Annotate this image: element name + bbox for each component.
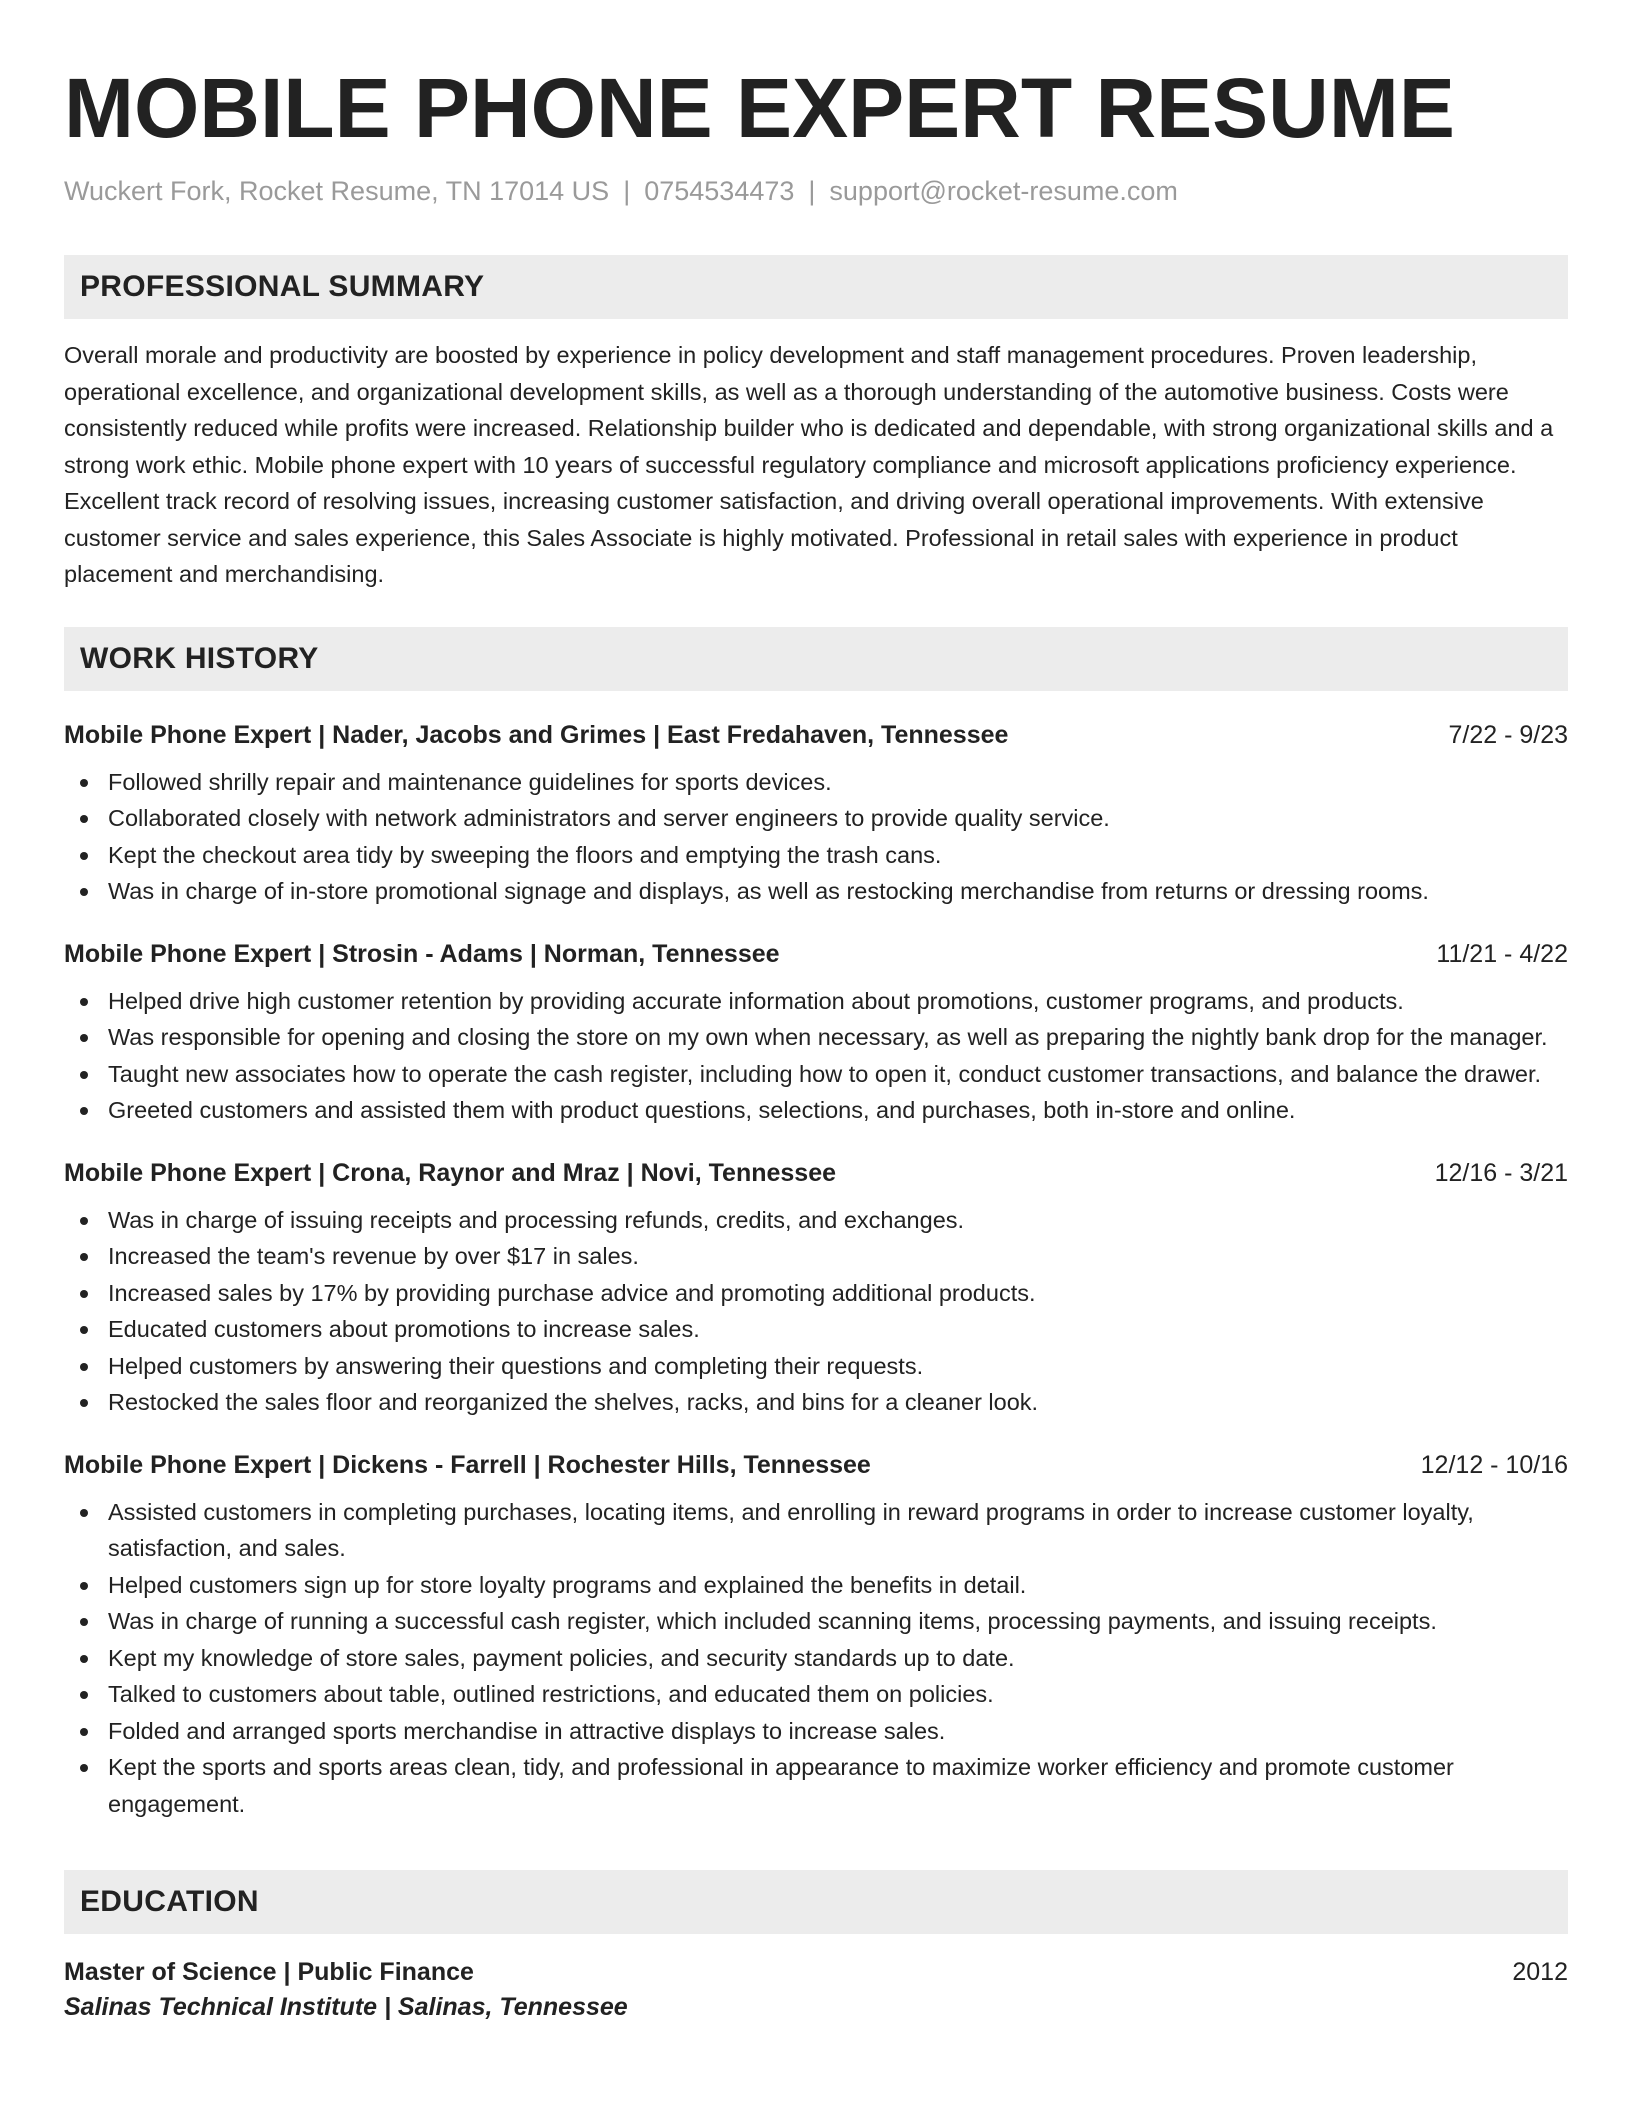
work-history-heading: WORK HISTORY [64, 627, 1568, 691]
education-heading: EDUCATION [64, 1870, 1568, 1934]
job-bullet: Was in charge of issuing receipts and processing refunds, credits, and exchanges. [64, 1202, 1568, 1239]
contact-email: support@rocket-resume.com [829, 176, 1178, 206]
job-header [64, 721, 1568, 750]
job-bullet: Assisted customers in completing purchases, locating items, and enrolling in reward programs in order to increase customer loyalty, satisfaction, and sales. [64, 1494, 1568, 1567]
contact-separator: | [623, 176, 631, 206]
job-dates: 12/16 - 3/21 [1434, 1158, 1568, 1187]
job-bullet: Increased the team's revenue by over $17 in sales. [64, 1238, 1568, 1275]
job-dates: 7/22 - 9/23 [1448, 720, 1568, 749]
job-bullet: Taught new associates how to operate the cash register, including how to open it, conduct customer transactions, and balance the drawer. [64, 1056, 1568, 1093]
job-title: Mobile Phone Expert | Nader, Jacobs and Grimes | East Fredahaven, Tennessee [64, 720, 1009, 749]
job-bullets [64, 1494, 1568, 1823]
contact-separator: | [808, 176, 816, 206]
job-entry [64, 1159, 1568, 1421]
job-bullet: Helped customers sign up for store loyalty programs and explained the benefits in detail. [64, 1567, 1568, 1604]
education-year: 2012 [1512, 1958, 1568, 1986]
job-header [64, 940, 1568, 969]
job-bullet: Helped customers by answering their questions and completing their requests. [64, 1348, 1568, 1385]
job-entry [64, 721, 1568, 910]
education-degree: Master of Science | Public Finance [64, 1958, 474, 1986]
job-bullet: Folded and arranged sports merchandise in attractive displays to increase sales. [64, 1713, 1568, 1750]
job-bullet: Collaborated closely with network administrators and server engineers to provide quality service. [64, 800, 1568, 837]
job-header [64, 1159, 1568, 1188]
job-bullet: Was in charge of running a successful cash register, which included scanning items, processing payments, and issuing receipts. [64, 1603, 1568, 1640]
work-history-section [64, 627, 1568, 1823]
job-entry [64, 1451, 1568, 1823]
job-bullet: Restocked the sales floor and reorganized the shelves, racks, and bins for a cleaner look. [64, 1384, 1568, 1421]
summary-text: Overall morale and productivity are boosted by experience in policy development and staff management procedures. Proven leadership, operational excellence, and organizational development skills, as well as a thorough understanding of the automotive business. Costs were consistently reduced while profits were increased. Relationship builder who is dedicated and dependable, with strong organizational skills and a strong work ethic. Mobile phone expert with 10 years of successful regulatory compliance and microsoft applications proficiency experience. Excellent track record of resolving issues, increasing customer satisfaction, and driving overall operational improvements. With extensive customer service and sales experience, this Sales Associate is highly motivated. Professional in retail sales with experience in product placement and merchandising. [64, 342, 1554, 587]
job-bullet: Was in charge of in-store promotional signage and displays, as well as restocking merchandise from returns or dressing rooms. [64, 873, 1568, 910]
job-bullet: Kept the sports and sports areas clean, tidy, and professional in appearance to maximize worker efficiency and promote customer engagement. [64, 1749, 1568, 1822]
job-bullets [64, 1202, 1568, 1421]
job-bullet: Helped drive high customer retention by providing accurate information about promotions, customer programs, and products. [64, 983, 1568, 1020]
education-school: Salinas Technical Institute | Salinas, Tennessee [64, 1993, 628, 2021]
job-bullet: Talked to customers about table, outlined restrictions, and educated them on policies. [64, 1676, 1568, 1713]
job-title: Mobile Phone Expert | Strosin - Adams | Norman, Tennessee [64, 939, 780, 968]
job-bullet: Increased sales by 17% by providing purchase advice and promoting additional products. [64, 1275, 1568, 1312]
job-bullet: Educated customers about promotions to increase sales. [64, 1311, 1568, 1348]
job-bullet: Greeted customers and assisted them with product questions, selections, and purchases, both in-store and online. [64, 1092, 1568, 1129]
job-bullet: Was responsible for opening and closing the store on my own when necessary, as well as preparing the nightly bank drop for the manager. [64, 1019, 1568, 1056]
job-header [64, 1451, 1568, 1480]
job-bullet: Kept the checkout area tidy by sweeping the floors and emptying the trash cans. [64, 837, 1568, 874]
job-bullet: Kept my knowledge of store sales, payment policies, and security standards up to date. [64, 1640, 1568, 1677]
contact-line [64, 176, 1568, 207]
job-dates: 12/12 - 10/16 [1420, 1450, 1568, 1479]
summary-heading: PROFESSIONAL SUMMARY [64, 255, 1568, 319]
contact-address: Wuckert Fork, Rocket Resume, TN 17014 US [64, 176, 610, 206]
job-title: Mobile Phone Expert | Crona, Raynor and Mraz | Novi, Tennessee [64, 1158, 837, 1187]
job-bullets [64, 983, 1568, 1129]
education-header [64, 1958, 1568, 1987]
education-section [64, 1870, 1568, 2022]
contact-phone: 0754534473 [644, 176, 795, 206]
job-entry [64, 940, 1568, 1129]
resume-title: MOBILE PHONE EXPERT RESUME [64, 61, 1455, 155]
job-dates: 11/21 - 4/22 [1436, 939, 1568, 968]
job-bullets [64, 764, 1568, 910]
job-bullet: Followed shrilly repair and maintenance guidelines for sports devices. [64, 764, 1568, 801]
job-title: Mobile Phone Expert | Dickens - Farrell | Rochester Hills, Tennessee [64, 1450, 871, 1479]
